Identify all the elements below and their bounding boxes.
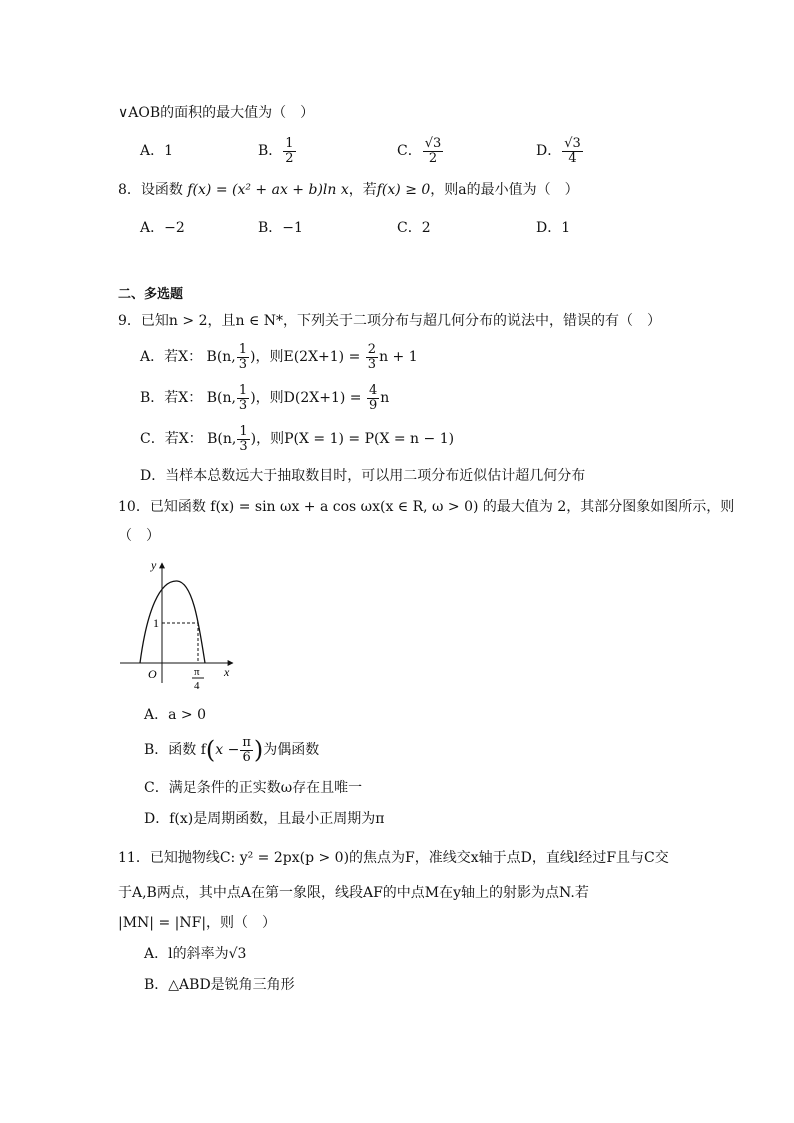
q9-number: 9．: [118, 313, 141, 329]
q8-mid: ，若: [348, 182, 377, 198]
q7-option-b-fraction: [283, 137, 295, 166]
tick-label-four: 4: [194, 680, 200, 690]
q9-option-b-param-num: 1: [238, 382, 248, 398]
q9-option-a-param: [237, 343, 249, 372]
q9-option-d: D．当样本总数远大于抽取数目时，可以用二项分布近似估计超几何分布: [140, 468, 586, 484]
q7-option-d-den: 4: [568, 150, 577, 166]
q9-option-a-mid: )，则E(2X+1) =: [250, 349, 361, 365]
q9-text: 已知n > 2，且n ∈ N*，下列关于二项分布与超几何分布的说法中，错误的有（ ）: [140, 313, 662, 329]
q7-option-c: [397, 131, 444, 171]
q9-option-b-pre: B．若X： B(n,: [140, 390, 236, 406]
q11-option-a: A．l的斜率为√3: [144, 946, 247, 962]
q7-option-c-label: C．: [397, 143, 422, 159]
section-title: 二、多选题: [118, 287, 184, 302]
q9-option-c: [140, 419, 454, 459]
tick-label-one: 1: [153, 616, 159, 630]
q11-stem-line2: 于A,B两点，其中点A在第一象限，线段AF的中点M在y轴上的射影为点N.若: [118, 885, 589, 901]
q7-option-c-fraction: [423, 137, 444, 166]
q8-post: ，则a的最小值为（ ）: [430, 182, 579, 198]
q9-option-a: [140, 337, 418, 377]
q8-number: 8．: [118, 182, 141, 198]
q9-option-b-post: n: [380, 390, 390, 406]
q10-option-b: [144, 730, 319, 770]
y-axis-label: y: [151, 558, 157, 572]
q8-condition: f(x) ≥ 0: [376, 182, 431, 198]
q9-option-b-coef-den: 9: [368, 397, 378, 413]
q7-option-a: A．1: [140, 143, 174, 159]
q9-option-b-coef-num: 4: [368, 382, 378, 398]
q9-option-b-mid: )，则D(2X+1) =: [250, 390, 362, 406]
q9-option-a-coef: [366, 343, 378, 372]
x-axis-label: x: [224, 665, 230, 679]
q7-option-c-num: √3: [424, 135, 442, 151]
q9-option-a-param-den: 3: [238, 356, 248, 372]
q10-option-b-pre: B．函数 f: [144, 742, 206, 758]
q10-option-b-fraction: [240, 736, 253, 765]
q9-option-c-param-num: 1: [239, 423, 248, 439]
q7-option-b: [258, 131, 297, 171]
q7-option-d-num: √3: [564, 135, 581, 151]
q7-option-d: [536, 131, 584, 171]
q7-option-b-den: 2: [285, 150, 294, 166]
tick-label-pi: π: [194, 666, 200, 678]
q10-option-d: D．f(x)是周期函数，且最小正周期为π: [144, 811, 385, 827]
q10-option-b-lparen: (: [205, 736, 216, 764]
q9-option-c-param-den: 3: [239, 438, 248, 454]
q7-option-d-label: D．: [536, 143, 562, 159]
q7-option-c-den: 2: [428, 150, 438, 166]
q8-stem: [118, 181, 579, 199]
q11-stem-line3: |MN| = |NF|，则（ ）: [118, 915, 277, 931]
q10-option-b-num: π: [242, 734, 251, 750]
q9-option-c-param: [237, 425, 249, 454]
q9-option-b-param-den: 3: [238, 397, 248, 413]
q10-option-b-rparen: ): [253, 736, 264, 764]
q9-option-a-pre: A．若X： B(n,: [140, 349, 236, 365]
q9-option-b-coef: [367, 384, 379, 413]
q11-option-b: B．△ABD是锐角三角形: [144, 977, 295, 993]
q8-pre: 设函数: [140, 182, 183, 198]
q8-option-c: C．2: [397, 220, 431, 236]
sine-curve: [140, 581, 205, 663]
q9-option-a-coef-den: 3: [367, 356, 377, 372]
q7-option-b-label: B．: [258, 143, 283, 159]
q9-stem: [118, 312, 661, 330]
q10-option-b-post: 为偶函数: [263, 742, 320, 758]
q8-option-b: B．−1: [258, 220, 303, 236]
q9-option-b-param: [237, 384, 249, 413]
q10-option-b-den: 6: [242, 749, 251, 765]
q10-stem-line1: 10．已知函数 f(x) = sin ωx + a cos ωx(x ∈ R, ω > 0) 的最大值为 2，其部分图象如图所示，则: [118, 499, 735, 515]
origin-label: O: [148, 667, 157, 681]
q11-stem-line1: 11．已知抛物线C: y² = 2px(p > 0)的焦点为F，准线交x轴于点D，直线l经过F且与C交: [118, 850, 669, 866]
q9-option-a-param-num: 1: [238, 341, 248, 357]
q9-option-c-post: )，则P(X = 1) = P(X = n − 1): [250, 431, 455, 447]
q9-option-c-pre: C．若X： B(n,: [140, 431, 237, 447]
q10-option-c: C．满足条件的正实数ω存在且唯一: [144, 780, 363, 796]
q9-option-a-post: n + 1: [379, 349, 418, 365]
q9-option-a-coef-num: 2: [367, 341, 377, 357]
q10-stem-line2: （ ）: [118, 528, 160, 544]
q9-option-b: [140, 378, 389, 418]
q10-option-b-in: x −: [215, 742, 240, 758]
q7-option-d-fraction: [562, 137, 583, 166]
q10-graph: [115, 555, 240, 690]
q7-text: ∨AOB的面积的最大值为（ ）: [118, 105, 315, 121]
q8-option-a: A．−2: [140, 220, 185, 236]
q10-option-a: A．a > 0: [144, 707, 206, 723]
q8-option-d: D．1: [536, 220, 571, 236]
q7-option-b-num: 1: [285, 135, 294, 151]
q8-function: f(x) = (x² + ax + b)ln x: [187, 182, 349, 198]
